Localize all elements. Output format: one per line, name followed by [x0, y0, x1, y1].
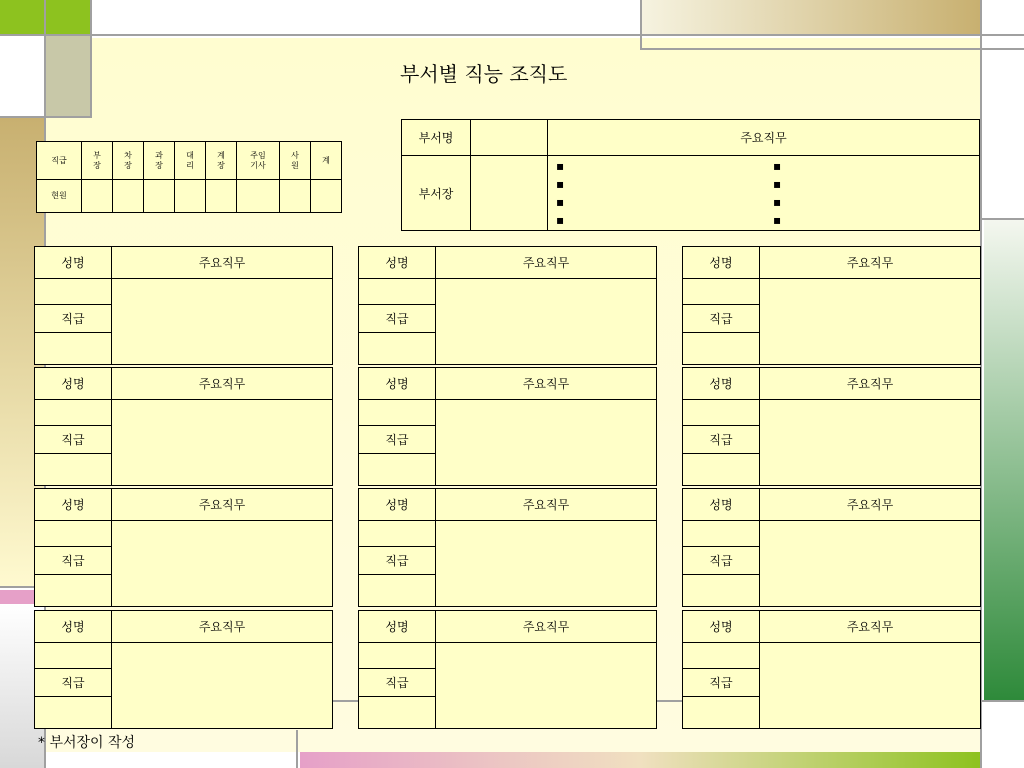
rank-label: 직급: [683, 305, 760, 333]
name-label: 성명: [683, 368, 760, 400]
employee-card: [34, 367, 333, 486]
rank-value[interactable]: [35, 333, 112, 365]
employee-card: [682, 610, 981, 729]
rank-value[interactable]: [683, 333, 760, 365]
count-cell[interactable]: [280, 180, 311, 213]
duty-value[interactable]: [436, 279, 657, 365]
dept-duty-header: 주요직무: [548, 120, 980, 156]
duty-label: 주요직무: [760, 489, 981, 521]
count-cell[interactable]: [237, 180, 280, 213]
rank-label: 직급: [35, 426, 112, 454]
rank-col: 계 장: [206, 142, 237, 180]
frame-line: [296, 730, 298, 768]
name-label: 성명: [359, 489, 436, 521]
rank-value[interactable]: [35, 575, 112, 607]
employee-card: [34, 246, 333, 365]
dept-duty-list-right[interactable]: [765, 156, 980, 231]
rank-label: 직급: [35, 305, 112, 333]
duty-value[interactable]: [112, 279, 333, 365]
duty-value[interactable]: [112, 521, 333, 607]
name-label: 성명: [35, 489, 112, 521]
department-table: [401, 119, 980, 231]
rank-label: 직급: [359, 669, 436, 697]
right-green-strip: [984, 220, 1024, 700]
name-value[interactable]: [35, 643, 112, 669]
rank-col: 과 장: [144, 142, 175, 180]
dept-head-value[interactable]: [471, 156, 548, 231]
name-label: 성명: [35, 368, 112, 400]
name-value[interactable]: [35, 400, 112, 426]
employee-card: [34, 488, 333, 607]
name-label: 성명: [683, 489, 760, 521]
name-value[interactable]: [35, 521, 112, 547]
bullet: ▪: [556, 159, 565, 173]
count-cell[interactable]: [82, 180, 113, 213]
rank-col: 차 장: [113, 142, 144, 180]
bottom-pink-green-strip: [300, 752, 980, 768]
rank-value[interactable]: [683, 454, 760, 486]
rank-col: 사 원: [280, 142, 311, 180]
rank-col: 주임 기사: [237, 142, 280, 180]
frame-line: [90, 0, 92, 118]
frame-line: [640, 0, 642, 50]
bullet: ▪: [556, 213, 565, 227]
bullet: ▪: [556, 195, 565, 209]
count-cell[interactable]: [311, 180, 342, 213]
rank-value[interactable]: [683, 575, 760, 607]
name-label: 성명: [359, 247, 436, 279]
count-cell[interactable]: [144, 180, 175, 213]
duty-label: 주요직무: [112, 368, 333, 400]
rank-label: 직급: [359, 305, 436, 333]
bullet: ▪: [556, 177, 565, 191]
dept-name-value[interactable]: [471, 120, 548, 156]
bullet: ▪: [773, 177, 782, 191]
name-label: 성명: [35, 247, 112, 279]
duty-label: 주요직무: [112, 611, 333, 643]
rank-label: 직급: [683, 547, 760, 575]
name-value[interactable]: [359, 521, 436, 547]
duty-label: 주요직무: [436, 489, 657, 521]
name-value[interactable]: [359, 643, 436, 669]
employee-card: [358, 488, 657, 607]
name-label: 성명: [359, 611, 436, 643]
duty-value[interactable]: [436, 521, 657, 607]
name-label: 성명: [359, 368, 436, 400]
gray-block: [46, 34, 90, 116]
frame-line: [0, 34, 1024, 36]
rank-label: 직급: [35, 669, 112, 697]
bullet: ▪: [773, 195, 782, 209]
rank-value[interactable]: [359, 575, 436, 607]
name-value[interactable]: [35, 279, 112, 305]
duty-value[interactable]: [760, 400, 981, 486]
employee-card: [682, 488, 981, 607]
name-label: 성명: [683, 611, 760, 643]
rank-label: 직급: [683, 669, 760, 697]
rank-value[interactable]: [359, 454, 436, 486]
rank-label: 직급: [359, 426, 436, 454]
duty-label: 주요직무: [436, 247, 657, 279]
duty-value[interactable]: [760, 521, 981, 607]
rank-col: 계: [311, 142, 342, 180]
bullet: ▪: [773, 213, 782, 227]
rank-label: 직급: [359, 547, 436, 575]
duty-label: 주요직무: [760, 247, 981, 279]
rank-value[interactable]: [359, 697, 436, 729]
employee-card: [358, 610, 657, 729]
count-cell[interactable]: [113, 180, 144, 213]
rank-value[interactable]: [35, 697, 112, 729]
duty-label: 주요직무: [112, 489, 333, 521]
rank-value[interactable]: [35, 454, 112, 486]
tan-gradient-block: [642, 0, 980, 36]
duty-value[interactable]: [436, 400, 657, 486]
page-title: 부서별 직능 조직도: [400, 62, 568, 86]
count-cell[interactable]: [175, 180, 206, 213]
bullet: ▪: [773, 159, 782, 173]
duty-label: 주요직무: [436, 611, 657, 643]
duty-value[interactable]: [760, 279, 981, 365]
name-value[interactable]: [683, 643, 760, 669]
name-value[interactable]: [683, 400, 760, 426]
name-label: 성명: [35, 611, 112, 643]
employee-card: [358, 367, 657, 486]
frame-line: [640, 48, 1024, 50]
duty-value[interactable]: [760, 643, 981, 729]
duty-value[interactable]: [112, 400, 333, 486]
rank-value[interactable]: [683, 697, 760, 729]
rank-headcount-table: [36, 141, 342, 213]
duty-label: 주요직무: [436, 368, 657, 400]
duty-label: 주요직무: [760, 368, 981, 400]
dept-name-label: 부서명: [402, 120, 471, 156]
current-count-label: 현원: [37, 180, 82, 213]
name-label: 성명: [683, 247, 760, 279]
footnote: * 부서장이 작성: [38, 735, 136, 751]
duty-value[interactable]: [112, 643, 333, 729]
name-value[interactable]: [683, 279, 760, 305]
rank-col: 부 장: [82, 142, 113, 180]
duty-label: 주요직무: [112, 247, 333, 279]
employee-card: [682, 367, 981, 486]
dept-head-label: 부서장: [402, 156, 471, 231]
duty-value[interactable]: [436, 643, 657, 729]
name-value[interactable]: [683, 521, 760, 547]
rank-value[interactable]: [359, 333, 436, 365]
dept-duty-list-left[interactable]: [548, 156, 766, 231]
rank-label: 직급: [683, 426, 760, 454]
white-corner-block: [0, 34, 44, 116]
rank-col: 대 리: [175, 142, 206, 180]
rank-label: 직급: [35, 547, 112, 575]
name-value[interactable]: [359, 400, 436, 426]
employee-card: [34, 610, 333, 729]
rank-header-label: 직급: [37, 142, 82, 180]
employee-card: [682, 246, 981, 365]
frame-line: [0, 116, 92, 118]
name-value[interactable]: [359, 279, 436, 305]
employee-card: [358, 246, 657, 365]
frame-line: [980, 218, 1024, 220]
duty-label: 주요직무: [760, 611, 981, 643]
count-cell[interactable]: [206, 180, 237, 213]
